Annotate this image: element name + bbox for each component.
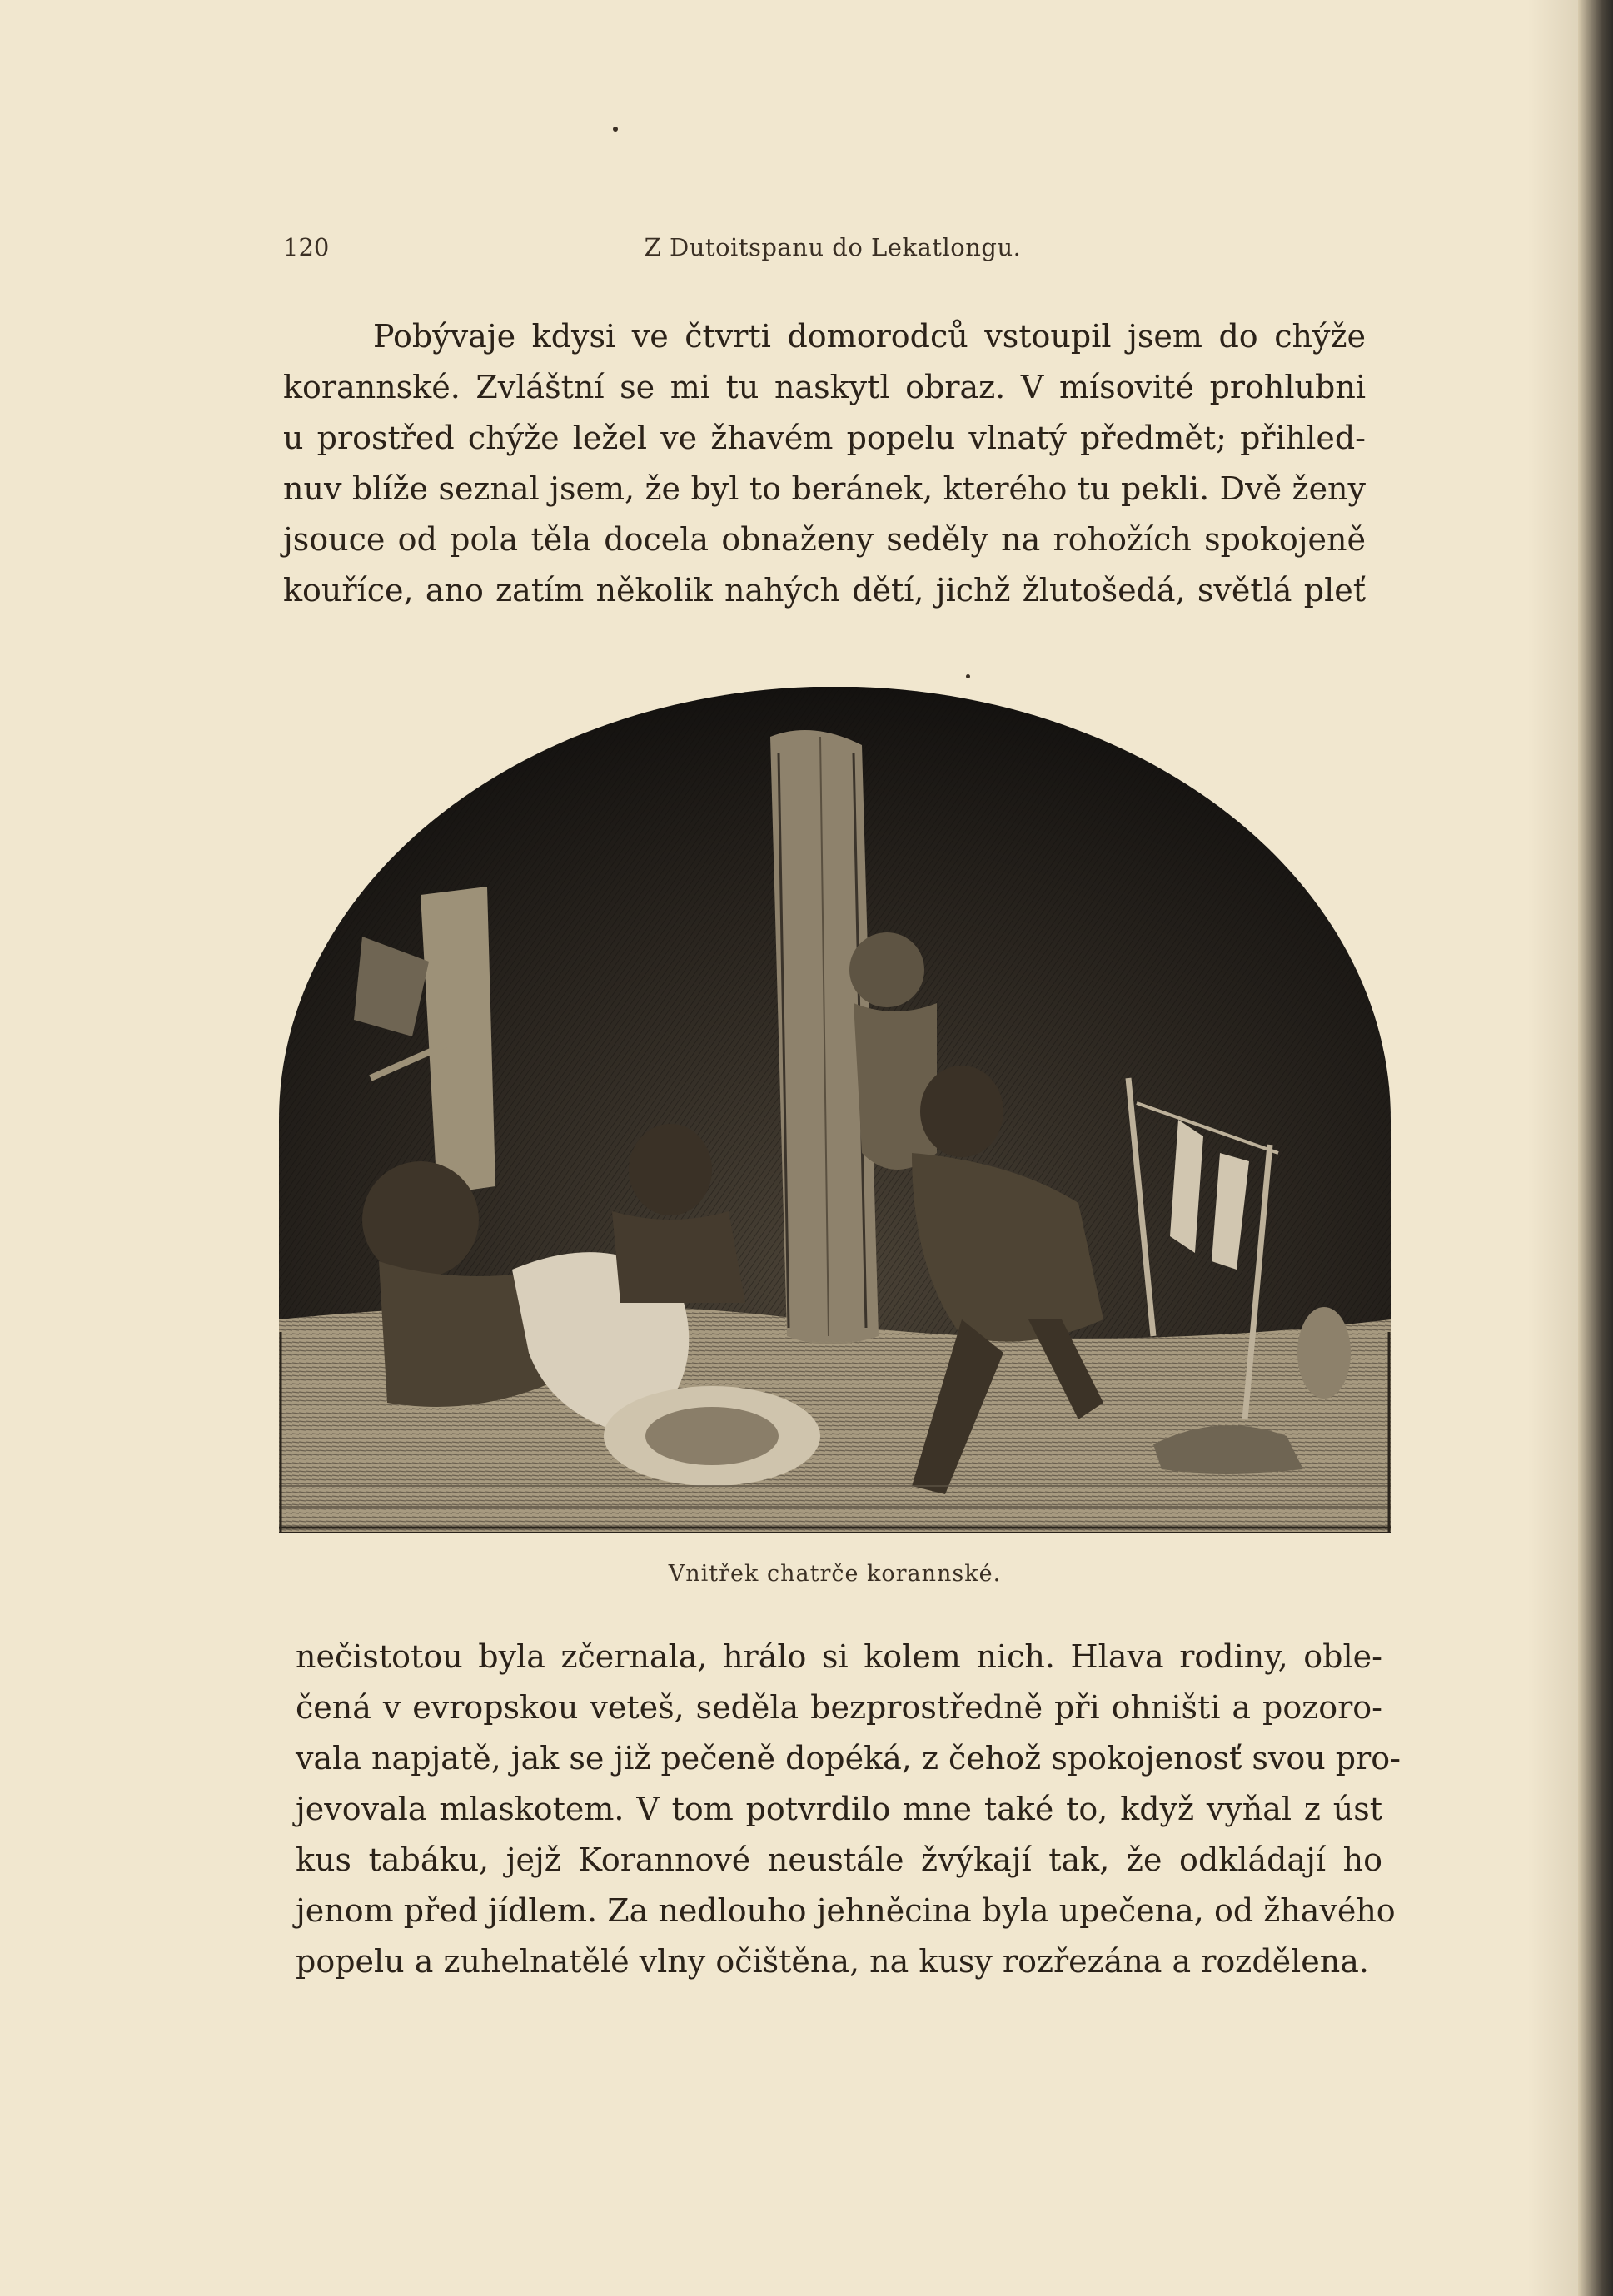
text-line: nečistotou byla zčernala, hrálo si kolem nich. Hlava rodiny, oble- bbox=[296, 1638, 1382, 1675]
running-header bbox=[283, 233, 1382, 266]
text-line: jevovala mlaskotem. V tom potvrdilo mne také to, když vyňal z úst bbox=[296, 1791, 1382, 1827]
paragraph-1 bbox=[283, 311, 1366, 616]
ink-speck bbox=[613, 127, 618, 132]
running-title: Z Dutoitspanu do Lekatlongu. bbox=[644, 233, 1022, 261]
page-edge bbox=[1578, 0, 1613, 2296]
ink-speck bbox=[966, 674, 970, 678]
page-number: 120 bbox=[283, 233, 330, 261]
text-line: jenom před jídlem. Za nedlouho jehněcina byla upečena, od žhavého bbox=[296, 1892, 1396, 1929]
page-gutter-shadow bbox=[1528, 0, 1578, 2296]
text-line: korannské. Zvláštní se mi tu naskytl obraz. V mísovité prohlubni bbox=[283, 369, 1366, 405]
text-line: čená v evropskou veteš, seděla bezprostředně při ohništi a pozoro- bbox=[296, 1689, 1382, 1726]
text-line: popelu a zuhelnatělé vlny očištěna, na kusy rozřezána a rozdělena. bbox=[296, 1943, 1369, 1980]
paragraph-2 bbox=[296, 1632, 1401, 1987]
text-line: vala napjatě, jak se již pečeně dopéká, z čehož spokojenosť svou pro- bbox=[296, 1740, 1401, 1777]
figure-caption: Vnitřek chatrče korannské. bbox=[668, 1561, 1002, 1587]
text-line: u prostřed chýže ležel ve žhavém popelu vlnatý předmět; přihled- bbox=[283, 420, 1366, 456]
engraving-hut-interior bbox=[279, 687, 1391, 1533]
engraving-illustration bbox=[279, 687, 1391, 1533]
text-line: Pobývaje kdysi ve čtvrti domorodců vstoupil jsem do chýže bbox=[373, 318, 1366, 355]
text-line: kouříce, ano zatím několik nahých dětí, jichž žlutošedá, světlá pleť bbox=[283, 572, 1366, 609]
text-line: jsouce od pola těla docela obnaženy seděly na rohožích spokojeně bbox=[283, 521, 1366, 558]
text-line: nuv blíže seznal jsem, že byl to beránek, kterého tu pekli. Dvě ženy bbox=[283, 470, 1366, 507]
text-line: kus tabáku, jejž Korannové neustále žvýkají tak, že odkládají ho bbox=[296, 1841, 1382, 1878]
